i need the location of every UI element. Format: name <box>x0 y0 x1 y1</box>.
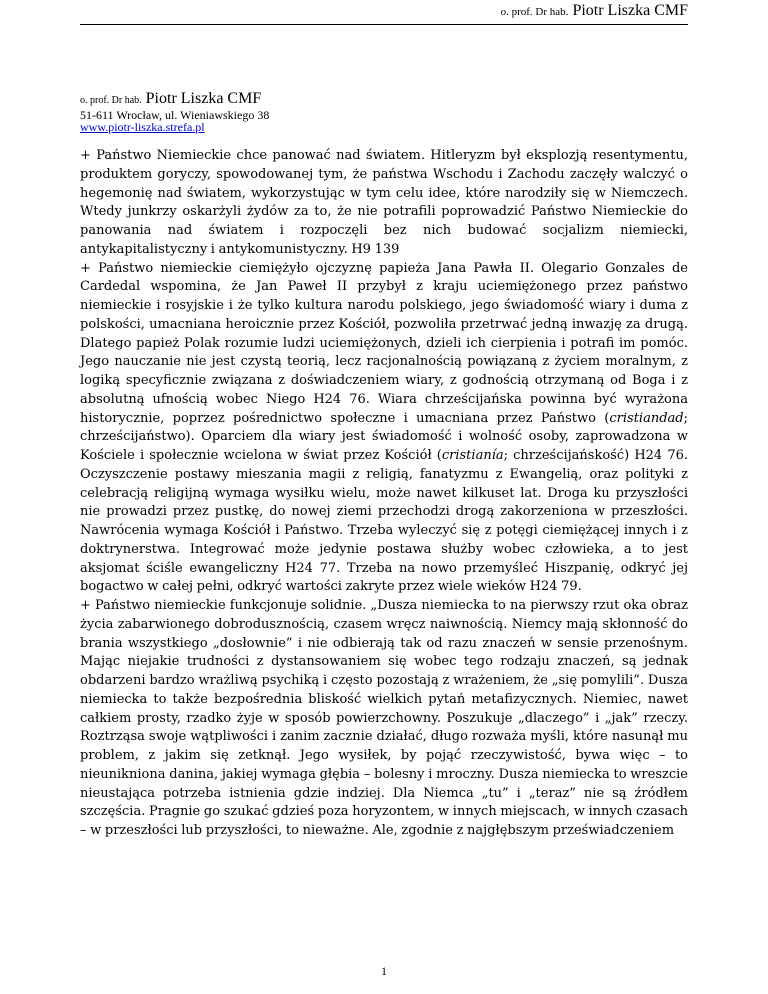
paragraph-2-part-2: ; chrześcijaństwo). Oparciem dla wiary jest świadomość i wolność osoby, zaprowadzona w Kościele i społecznie wcielona w świat przez Kościół ( <box>80 410 688 463</box>
author-line <box>80 90 261 108</box>
author-address: 51-611 Wrocław, ul. Wieniawskiego 38 <box>80 108 270 122</box>
paragraph-2-italic-1: cristiandad <box>609 410 684 426</box>
paragraph-1: + Państwo Niemieckie chce panować nad światem. Hitleryzm był eksplozją resentymentu, produktem goryczy, spowodowanej tym, że państwa Wschodu i Zachodu zaczęły walczyć o hegemonię nad światem, wykorzystując w tym celu idee, które narodziły się w Niemczech. Wtedy junkrzy oskarżyli żydów za to, że nie potrafili poprowadzić Państwo Niemieckie do panowania nad światem i rozpoczęli bez nich budować socjalizm niemiecki, antykapitalistyczny i antykomunistyczny. H9 139 <box>80 148 688 257</box>
paragraph-2-part-1: + Państwo niemieckie ciemiężyło ojczyznę papieża Jana Pawła II. Olegario Gonzales de Cardedal wspomina, że Jan Paweł II przybył z kraju uciemiężonego przez państwo niemieckie i rosyjskie i że tylko kultura narodu polskiego, jego świadomość wiary i duma z polskości, umacniana heroicznie przez Kościół, pozwoliła przetrwać jedną inwazję za drugą. Dlatego papież Polak rozumie ludzi uciemiężonych, dzieli ich cierpienia i potrafi im pomóc. Jego nauczanie nie jest czystą teorią, lecz racjonalnością powiązaną z życiem moralnym, z logiką specyficznie związana z doświadczeniem wiary, z godnością otrzymaną od Boga i z absolutną ufnością wobec Niego H24 76. Wiara chrześcijańska powinna być wyrażona historycznie, poprzez pośrednictwo społeczne i umacniana przez Państwo ( <box>80 260 688 426</box>
header-prefix: o. prof. Dr hab. <box>500 6 569 18</box>
running-header <box>501 2 688 20</box>
paragraph-2-part-3: ; chrześcijańskość) H24 76. Oczyszczenie postawy mieszania magii z religią, fanatyzmu z Ewangelią, oraz polityki z celebracją religijną wymaga wysiłku wielu, może nawet kilkuset lat. Droga ku przyszłości nie prowadzi przez pustkę, do nowej ziemi przechodzi drogą zakorzeniona w przeszłości. Nawrócenia wymaga Kościół i Państwo. Trzeba wyleczyć się z potęgi ciemiężącej innych i z doktrynerstwa. Integrować może jedynie postawa służby wobec człowieka, a to jest aksjomat ściśle ewangeliczny H24 77. Trzeba na nowo przemyśleć Hiszpanię, odkryć jej bogactwo w całej pełni, odkryć wartości zakryte przez wiele wieków H24 79. <box>80 448 688 595</box>
author-website-link[interactable]: www.piotr-liszka.strefa.pl <box>80 120 205 134</box>
page-number: 1 <box>381 964 387 978</box>
author-name: Piotr Liszka CMF <box>145 90 262 107</box>
paragraph-2 <box>80 260 688 598</box>
author-prefix: o. prof. Dr hab. <box>80 95 142 106</box>
paragraph-3: + Państwo niemieckie funkcjonuje solidnie. „Dusza niemiecka to na pierwszy rzut oka obraz życia zabarwionego dobrodusznością, czasem wręcz naiwnością. Niemcy mają skłonność do brania wszystkiego „dosłownie” i nie odbierają tak od razu znaczeń w sensie przenośnym. Mając niejakie trudności z dystansowaniem się wobec tego rodzaju znaczeń, są jednak obdarzeni bardzo wrażliwą psychiką i często pozostają z wrażeniem, że „się pomylili”. Dusza niemiecka to także bezpośrednia bliskość wielkich pytań metafizycznych. Niemiec, nawet całkiem prosty, rzadko żyje w sposób powierzchowny. Poszukuje „dlaczego” i „jak” rzeczy. Roztrząsa swoje wątpliwości i zanim zacznie działać, długo rozważa myśli, które nasunął mu problem, z jakim się zetknął. Jego wysiłek, by pojąć rzeczywistość, bywa więc – to nieunikniona danina, jakiej wymaga głębia – bolesny i mroczny. Dusza niemiecka to wreszcie nieustająca potrzeba istnienia gdzie indziej. Dla Niemca „tu” i „teraz” nie są źródłem szczęścia. Pragnie go szukać gdzieś poza horyzontem, w innych miejscach, w innych czasach – w przeszłości lub przyszłości, to nieważne. Ale, zgodnie z najgłębszym przeświadczeniem <box>80 598 688 838</box>
document-body <box>80 147 688 841</box>
header-name: Piotr Liszka CMF <box>572 2 688 19</box>
paragraph-2-italic-2: cristianía <box>441 448 504 463</box>
header-rule <box>80 24 688 25</box>
